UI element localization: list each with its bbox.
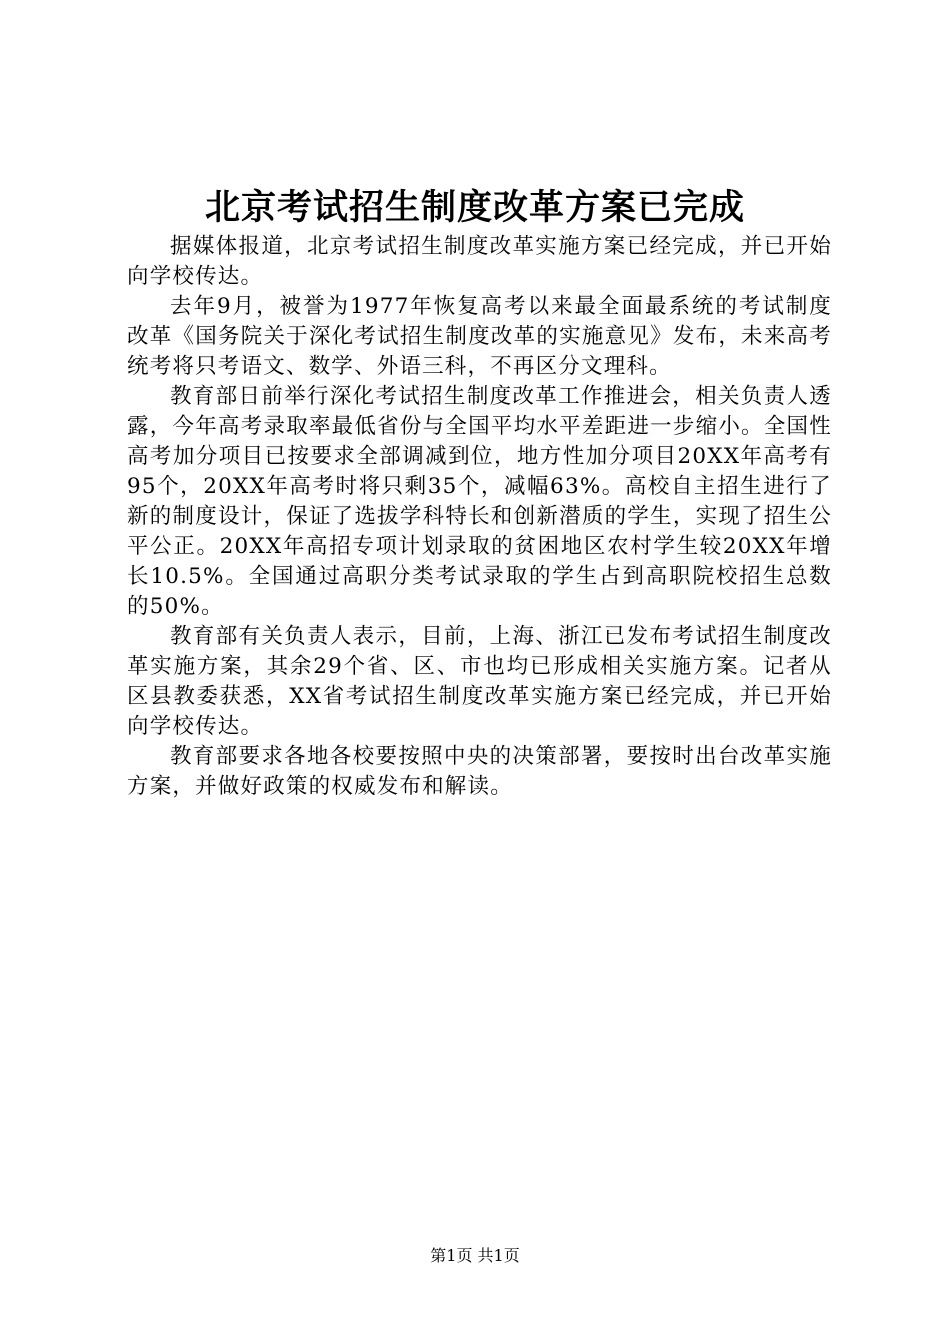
paragraph: 教育部要求各地各校要按照中央的决策部署，要按时出台改革实施方案，并做好政策的权威发布和解读。 xyxy=(127,744,832,799)
paragraph: 据媒体报道，北京考试招生制度改革实施方案已经完成，并已开始向学校传达。 xyxy=(127,234,832,289)
paragraph: 去年9月，被誉为1977年恢复高考以来最全面最系统的考试制度改革《国务院关于深化考试招生制度改革的实施意见》发布，未来高考统考将只考语文、数学、外语三科，不再区分文理科。 xyxy=(127,294,832,379)
page-footer: 第1页 共1页 xyxy=(430,1246,520,1265)
document-title: 北京考试招生制度改革方案已完成 xyxy=(204,187,745,228)
paragraph: 教育部有关负责人表示，目前，上海、浙江已发布考试招生制度改革实施方案，其余29个省、区、市也均已形成相关实施方案。记者从区县教委获悉，XX省考试招生制度改革实施方案已经完成，并已开始向学校传达。 xyxy=(127,624,832,739)
article-body xyxy=(127,232,832,802)
paragraph: 教育部日前举行深化考试招生制度改革工作推进会，相关负责人透露，今年高考录取率最低省份与全国平均水平差距进一步缩小。全国性高考加分项目已按要求全部调减到位，地方性加分项目20XX年高考有95个，20XX年高考时将只剩35个，减幅63%。高校自主招生进行了新的制度设计，保证了选拔学科特长和创新潜质的学生，实现了招生公平公正。20XX年高招专项计划录取的贫困地区农村学生较20XX年增长10.5%。全国通过高职分类考试录取的学生占到高职院校招生总数的50%。 xyxy=(127,384,832,619)
